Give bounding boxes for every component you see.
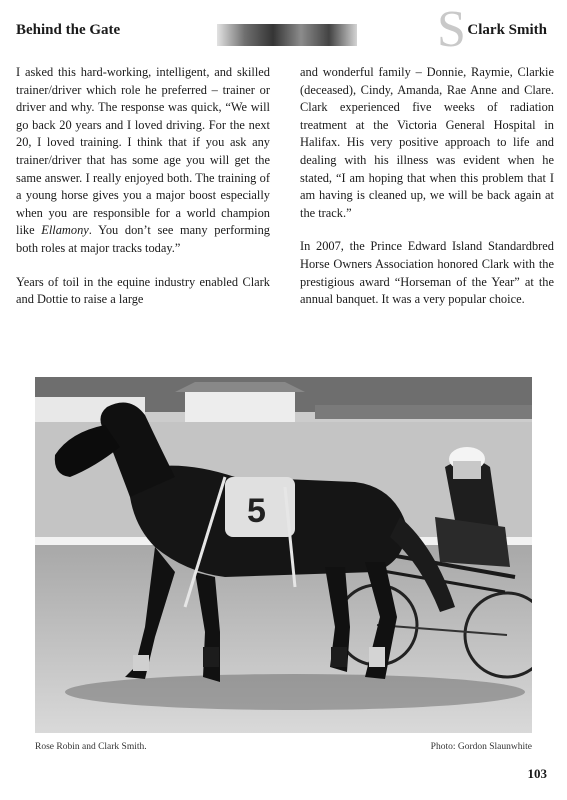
paragraph: Years of toil in the equine industry enabled Clark and Dottie to raise a large (16, 274, 270, 307)
harness-racing-photo (35, 377, 532, 733)
page-number: 103 (527, 766, 547, 781)
right-text-column (300, 64, 554, 325)
photo-caption: Rose Robin and Clark Smith. (35, 742, 147, 752)
photo-credit: Photo: Gordon Slaunwhite (430, 742, 532, 752)
section-title: Behind the Gate (16, 22, 121, 38)
left-text-column (16, 64, 270, 325)
paragraph: In 2007, the Prince Edward Island Standardbred Horse Owners Association honored Clark with the prestigious award “Horseman of the Year” at the annual banquet. It was a very popular choice. (300, 239, 554, 307)
saddle-number-label: 5 (247, 492, 266, 530)
header-horse-banner-image (217, 24, 357, 46)
decorative-initial: S (437, 1, 466, 58)
paragraph: I asked this hard-working, intelligent, and skilled trainer/driver which role he preferred – trainer or driver and why. The response was quick, “We will go back 20 years and I loved driving. For the next 20, I loved training. I think that if you ask any trainer/driver that has some age you will get the same answer. I really enjoyed both. The training of a young horse gives you a major boost especially when you are responsible for a world champion like Ellamony. You don’t see many performing both roles at major tracks today.” (16, 65, 270, 255)
horse-name: Ellamony (41, 223, 89, 238)
horse-and-sulky-illustration (35, 377, 532, 733)
paragraph: and wonderful family – Donnie, Raymie, Clarkie (deceased), Cindy, Amanda, Rae Anne and Clare. Clark experienced five weeks of radiation treatment at the Victoria General Hospital in Halifax. His very positive approach to life and dealing with his illness was evident when he stated, “I am hoping that when this problem that I am having is cleaned up, we will be back again at the track.” (300, 65, 554, 220)
chapter-title: Clark Smith (467, 22, 547, 38)
